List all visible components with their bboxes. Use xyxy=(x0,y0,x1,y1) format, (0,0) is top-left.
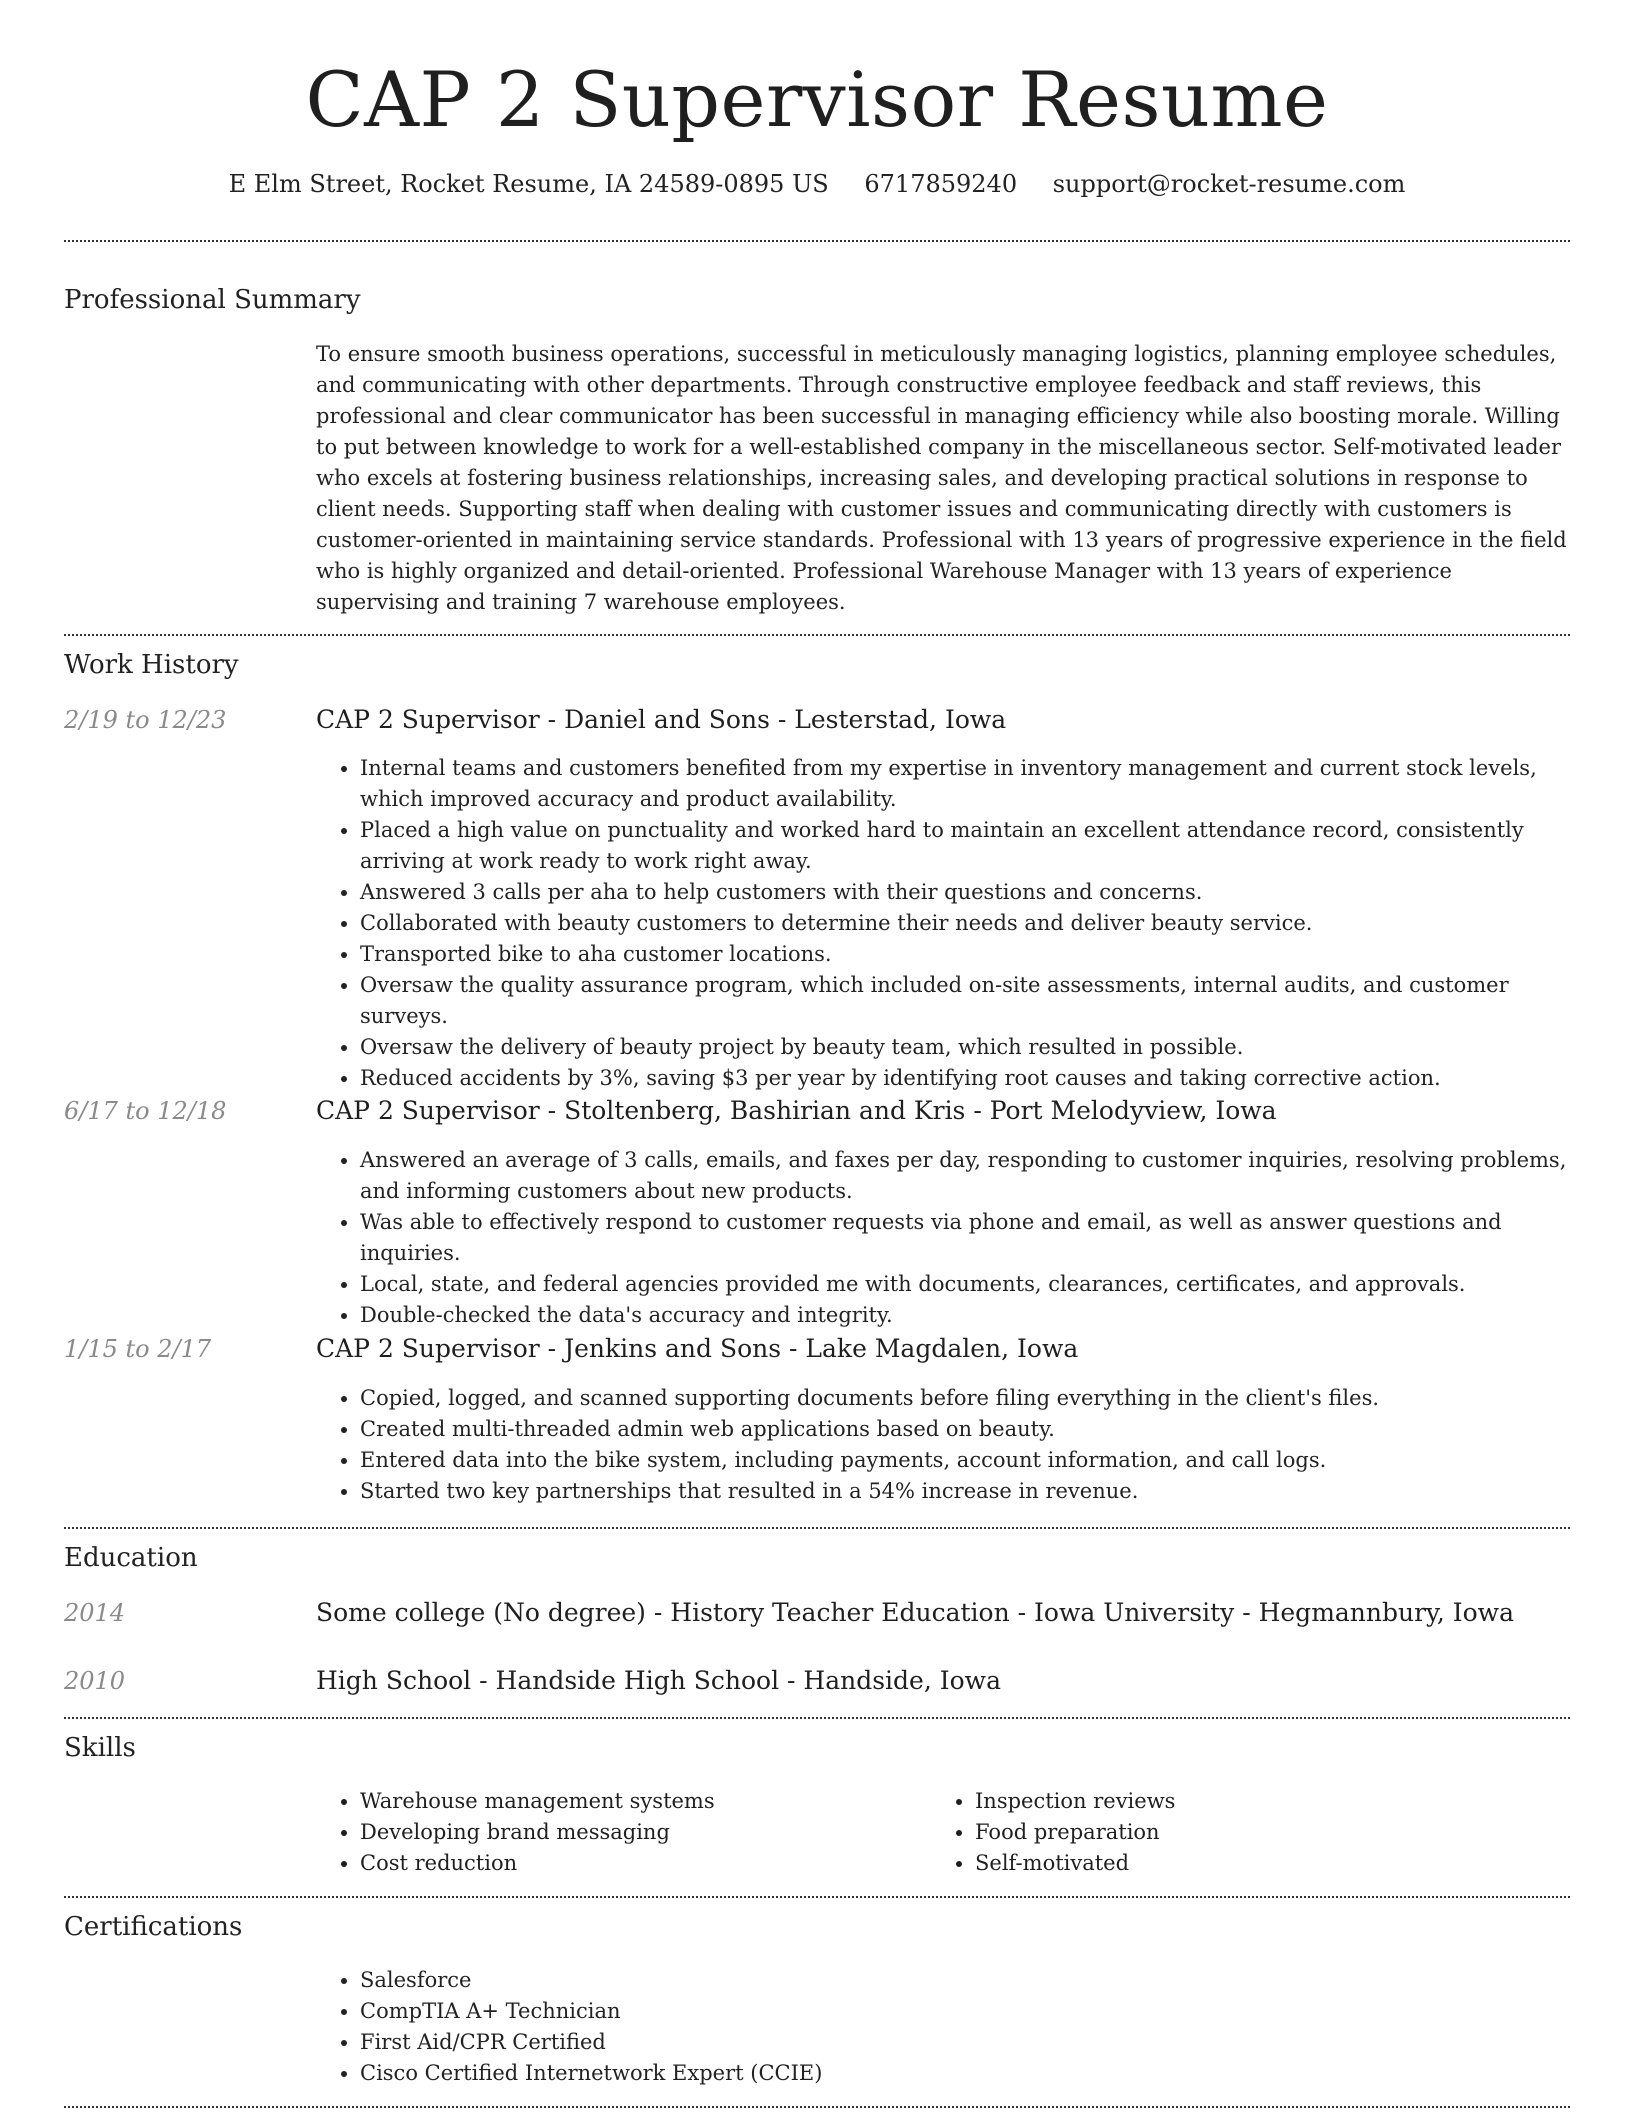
job-bullets xyxy=(316,1145,1570,1331)
divider xyxy=(64,240,1570,242)
job-dates: 2/19 to 12/23 xyxy=(64,706,227,734)
divider xyxy=(64,1527,1570,1529)
list-item: • Cisco Certified Internetwork Expert (CCIE) xyxy=(360,2058,1570,2089)
list-item: • Reduced accidents by 3%, saving $3 per year by identifying root causes and taking corrective action. xyxy=(360,1063,1570,1094)
list-item: • Collaborated with beauty customers to determine their needs and deliver beauty service. xyxy=(360,908,1570,939)
education-entry: Some college (No degree) - History Teacher Education - Iowa University - Hegmannbury, Iowa xyxy=(316,1598,1514,1627)
contact-line xyxy=(64,168,1570,200)
education-year: 2014 xyxy=(64,1599,126,1627)
page-title: CAP 2 Supervisor Resume xyxy=(305,55,1329,144)
address: E Elm Street, Rocket Resume, IA 24589-0895 US xyxy=(228,170,829,198)
list-item: • Internal teams and customers benefited from my expertise in inventory management and current stock levels, which improved accuracy and product availability. xyxy=(360,753,1570,815)
list-item: • Placed a high value on punctuality and worked hard to maintain an excellent attendance record, consistently arriving at work ready to work right away. xyxy=(360,815,1570,877)
list-item: • CompTIA A+ Technician xyxy=(360,1996,1570,2027)
list-item: • First Aid/CPR Certified xyxy=(360,2027,1570,2058)
phone: 6717859240 xyxy=(864,170,1018,198)
list-item: • Copied, logged, and scanned supporting documents before filing everything in the client's files. xyxy=(360,1383,1570,1414)
job-title: CAP 2 Supervisor - Stoltenberg, Bashirian and Kris - Port Melodyview, Iowa xyxy=(316,1096,1277,1125)
section-title-skills: Skills xyxy=(64,1733,136,1763)
job-dates: 6/17 to 12/18 xyxy=(64,1097,227,1125)
job-title: CAP 2 Supervisor - Daniel and Sons - Lesterstad, Iowa xyxy=(316,705,1007,734)
list-item: • Cost reduction xyxy=(360,1848,916,1879)
list-item: • Double-checked the data's accuracy and integrity. xyxy=(360,1300,1570,1331)
list-item: • Local, state, and federal agencies provided me with documents, clearances, certificates, and approvals. xyxy=(360,1269,1570,1300)
divider xyxy=(64,2106,1570,2108)
list-item: • Developing brand messaging xyxy=(360,1817,916,1848)
section-title-work-history: Work History xyxy=(64,650,239,680)
divider xyxy=(64,1896,1570,1898)
list-item: • Oversaw the quality assurance program, which included on-site assessments, internal audits, and customer surveys. xyxy=(360,970,1570,1032)
divider xyxy=(64,1717,1570,1719)
list-item: • Warehouse management systems xyxy=(360,1786,916,1817)
summary-text: To ensure smooth business operations, successful in meticulously managing logistics, planning employee schedules, and communicating with other departments. Through constructive employee feedback and staff reviews, this professional and clear communicator has been successful in managing efficiency while also boosting morale. Willing to put between knowledge to work for a well-established company in the miscellaneous sector. Self-motivated leader who excels at fostering business relationships, increasing sales, and developing practical solutions in response to client needs. Supporting staff when dealing with customer issues and communicating directly with customers is customer-oriented in maintaining service standards. Professional with 13 years of progressive experience in the field who is highly organized and detail-oriented. Professional Warehouse Manager with 13 years of experience supervising and training 7 warehouse employees. xyxy=(316,342,1567,614)
education-entry: High School - Handside High School - Handside, Iowa xyxy=(316,1666,1001,1695)
job-bullets xyxy=(316,1383,1570,1507)
list-item: • Food preparation xyxy=(975,1817,1531,1848)
list-item: • Self-motivated xyxy=(975,1848,1531,1879)
section-title-education: Education xyxy=(64,1543,198,1573)
education-year: 2010 xyxy=(64,1667,126,1695)
list-item: • Inspection reviews xyxy=(975,1786,1531,1817)
skills-list-right xyxy=(931,1786,1531,1879)
list-item: • Created multi-threaded admin web applications based on beauty. xyxy=(360,1414,1570,1445)
job-title: CAP 2 Supervisor - Jenkins and Sons - Lake Magdalen, Iowa xyxy=(316,1334,1079,1363)
summary-block xyxy=(316,339,1570,618)
list-item: • Salesforce xyxy=(360,1965,1570,1996)
certifications-list xyxy=(316,1965,1570,2089)
job-dates: 1/15 to 2/17 xyxy=(64,1335,212,1363)
divider xyxy=(64,634,1570,636)
list-item: • Transported bike to aha customer locations. xyxy=(360,939,1570,970)
list-item: • Entered data into the bike system, including payments, account information, and call logs. xyxy=(360,1445,1570,1476)
list-item: • Answered 3 calls per aha to help customers with their questions and concerns. xyxy=(360,877,1570,908)
job-bullets xyxy=(316,753,1570,1094)
list-item: • Answered an average of 3 calls, emails, and faxes per day, responding to customer inquiries, resolving problems, and informing customers about new products. xyxy=(360,1145,1570,1207)
section-title-summary: Professional Summary xyxy=(64,285,361,315)
email: support@rocket-resume.com xyxy=(1052,170,1406,198)
list-item: • Started two key partnerships that resulted in a 54% increase in revenue. xyxy=(360,1476,1570,1507)
list-item: • Was able to effectively respond to customer requests via phone and email, as well as answer questions and inquiries. xyxy=(360,1207,1570,1269)
list-item: • Oversaw the delivery of beauty project by beauty team, which resulted in possible. xyxy=(360,1032,1570,1063)
section-title-certifications: Certifications xyxy=(64,1912,243,1942)
skills-list-left xyxy=(316,1786,916,1879)
